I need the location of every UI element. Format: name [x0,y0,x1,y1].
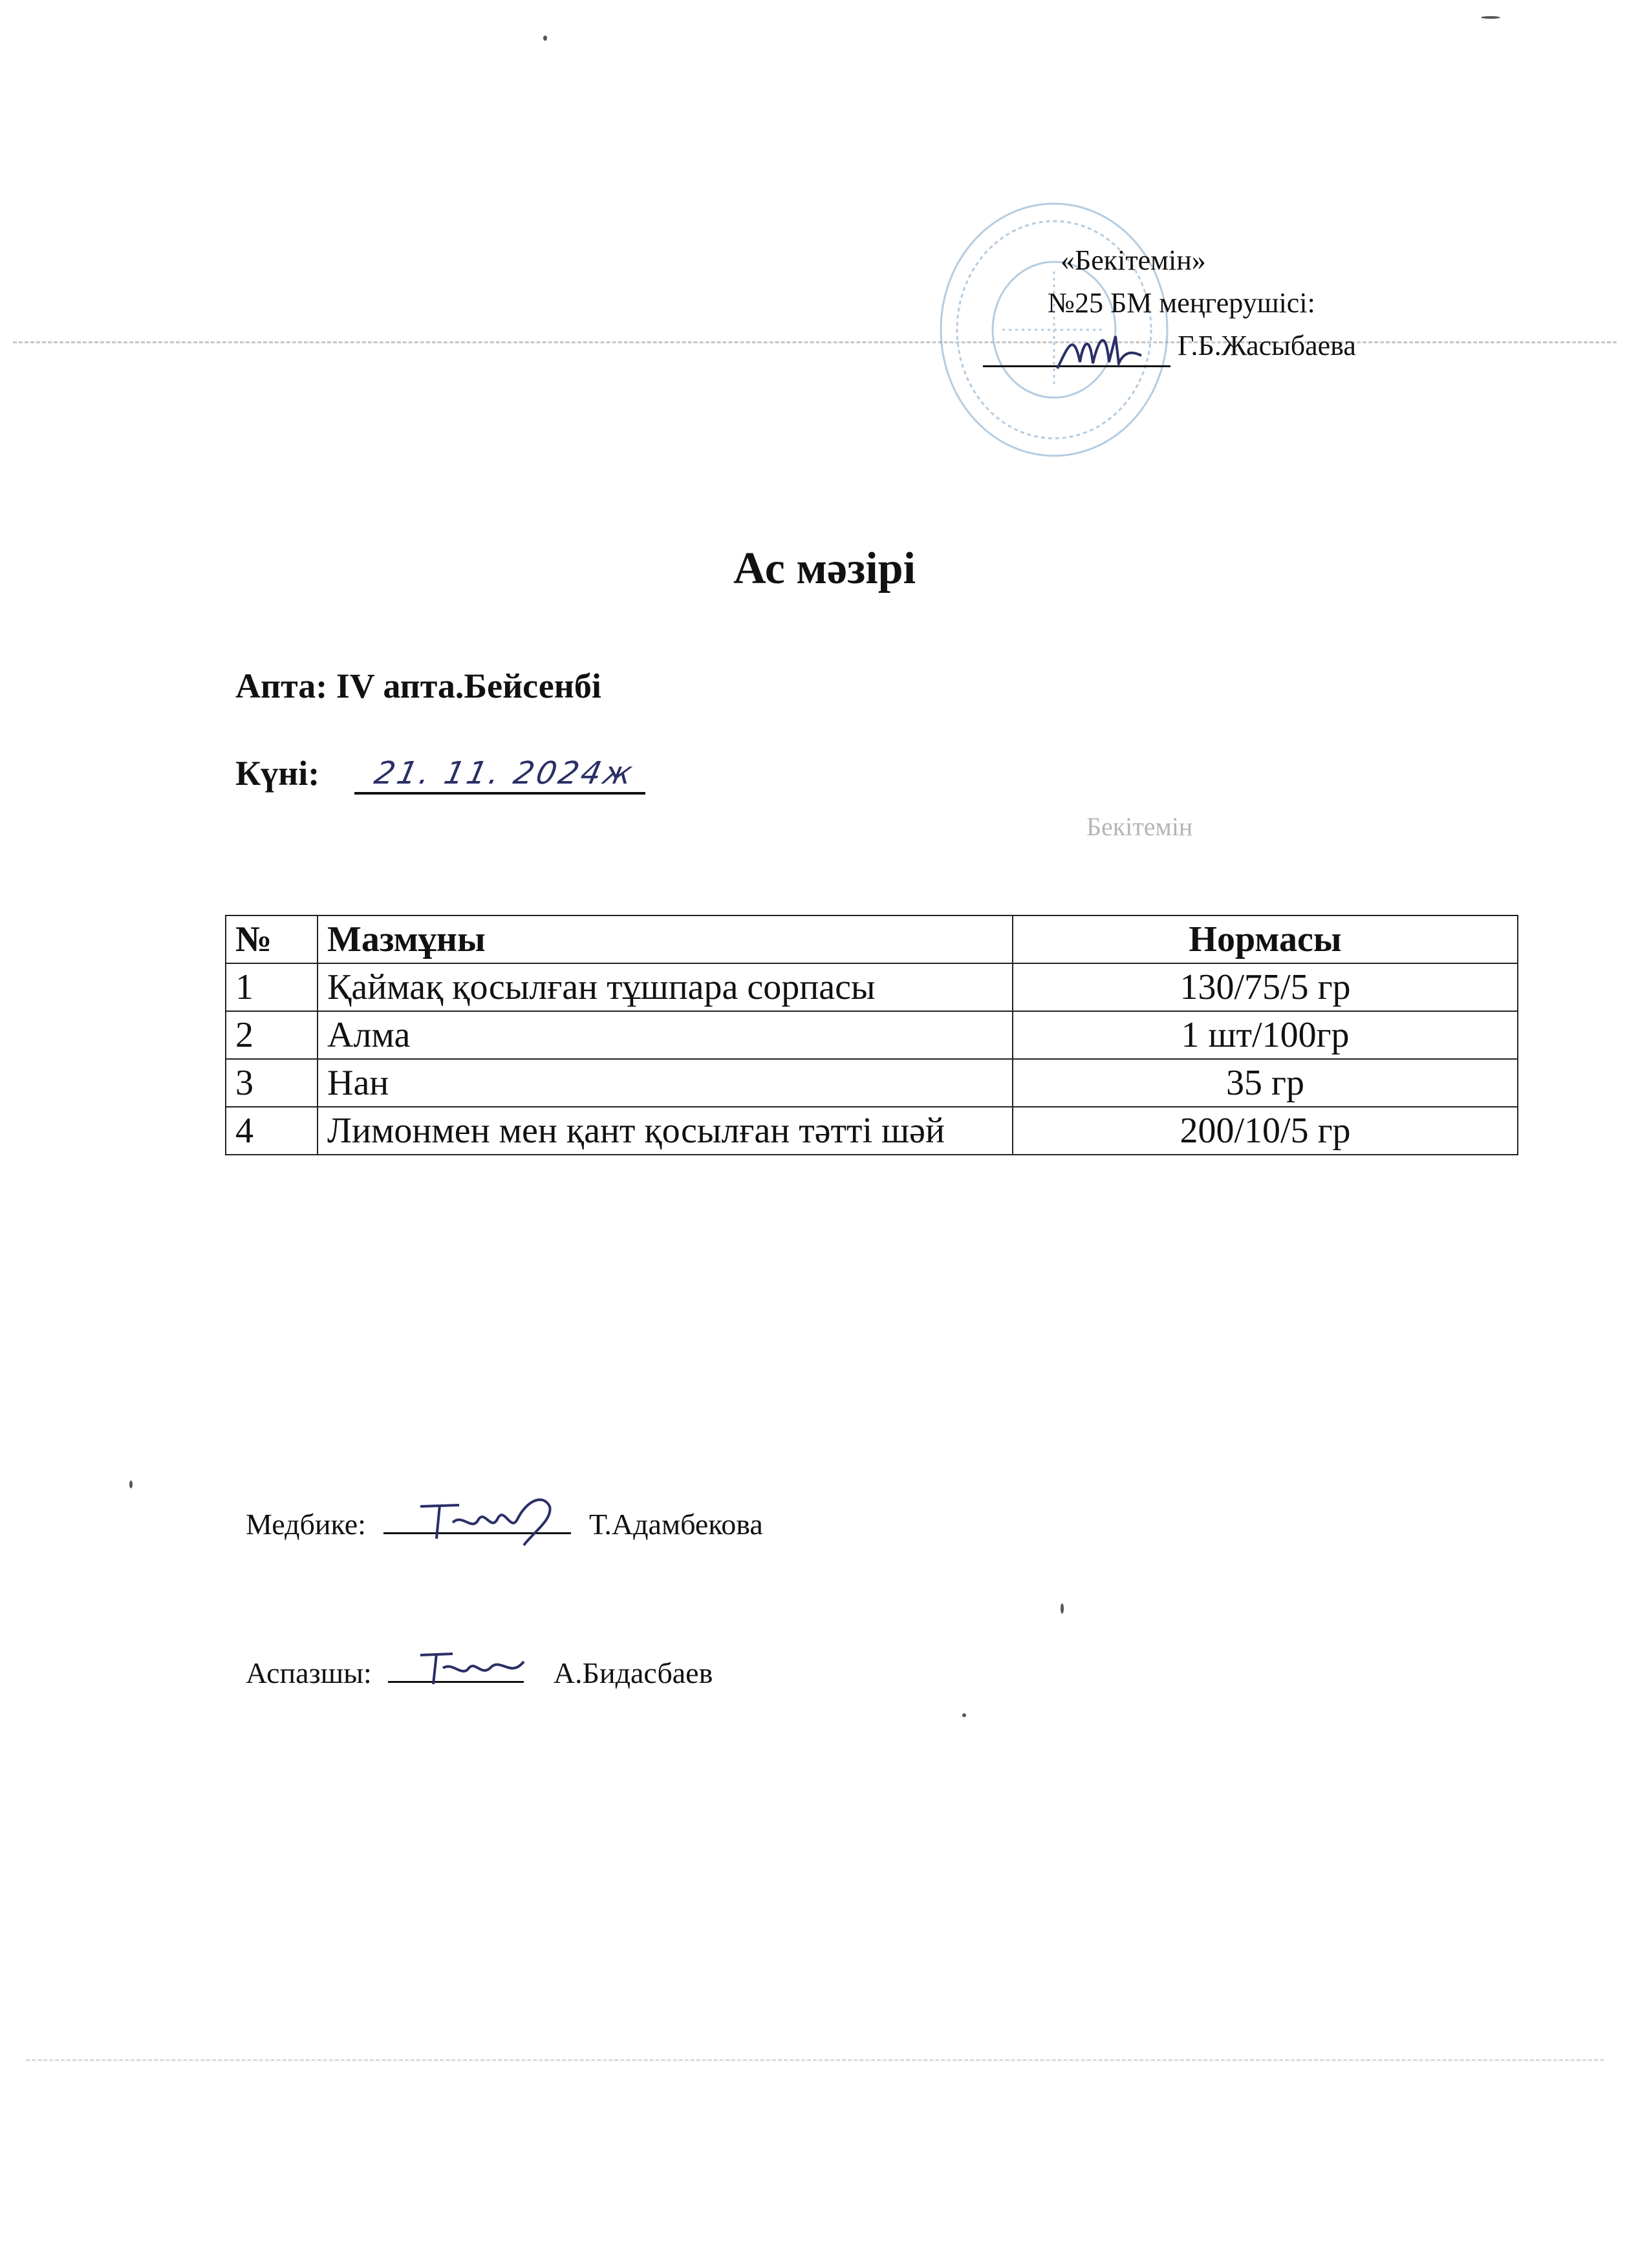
cook-name: А.Бидасбаев [553,1656,713,1689]
table-row [226,1011,1518,1059]
approval-name: Г.Б.Жасыбаева [1178,330,1356,361]
scan-artifact-line [13,341,1617,343]
row-norm: 35 гр [1013,1059,1518,1107]
table-row [226,963,1518,1011]
head-signature [1054,323,1145,375]
table-row [226,1059,1518,1107]
date-label: Күні: [235,754,320,793]
menu-table [225,915,1518,1155]
faint-bleedthrough-text: Бекітемін [1086,812,1193,841]
table-header-row [226,915,1518,963]
row-content: Қаймақ қосылған тұшпара сорпасы [318,963,1013,1011]
scan-speck [129,1481,133,1488]
row-content: Нан [318,1059,1013,1107]
row-norm: 130/75/5 гр [1013,963,1518,1011]
nurse-label: Медбике: [246,1508,366,1541]
row-norm: 200/10/5 гр [1013,1107,1518,1155]
row-number: 2 [226,1011,318,1059]
header-norm: Нормасы [1013,915,1518,963]
scan-speck [1481,16,1500,19]
week-label: Апта: IV апта.Бейсенбі [235,667,601,705]
table-row [226,1107,1518,1155]
header-number: № [226,915,318,963]
row-number: 3 [226,1059,318,1107]
approval-title: «Бекітемін» [1061,244,1206,276]
cook-signature [414,1642,543,1694]
row-number: 4 [226,1107,318,1155]
row-number: 1 [226,963,318,1011]
nurse-signature [414,1487,569,1552]
scan-speck [1061,1603,1064,1614]
cook-label: Аспазшы: [246,1656,372,1689]
scan-speck [543,36,547,41]
header-content: Мазмұны [318,915,1013,963]
document-title: Ас мәзірі [733,544,916,594]
row-content: Лимонмен мен қант қосылған тәтті шәй [318,1107,1013,1155]
row-norm: 1 шт/100гр [1013,1011,1518,1059]
nurse-name: Т.Адамбекова [588,1508,763,1541]
date-handwritten: 21. 11. 2024ж [371,755,638,791]
scan-artifact-line [26,2059,1604,2061]
date-underline [354,792,645,795]
scan-speck [962,1713,966,1717]
approval-position: №25 БМ меңгерушісі: [1048,287,1315,319]
row-content: Алма [318,1011,1013,1059]
